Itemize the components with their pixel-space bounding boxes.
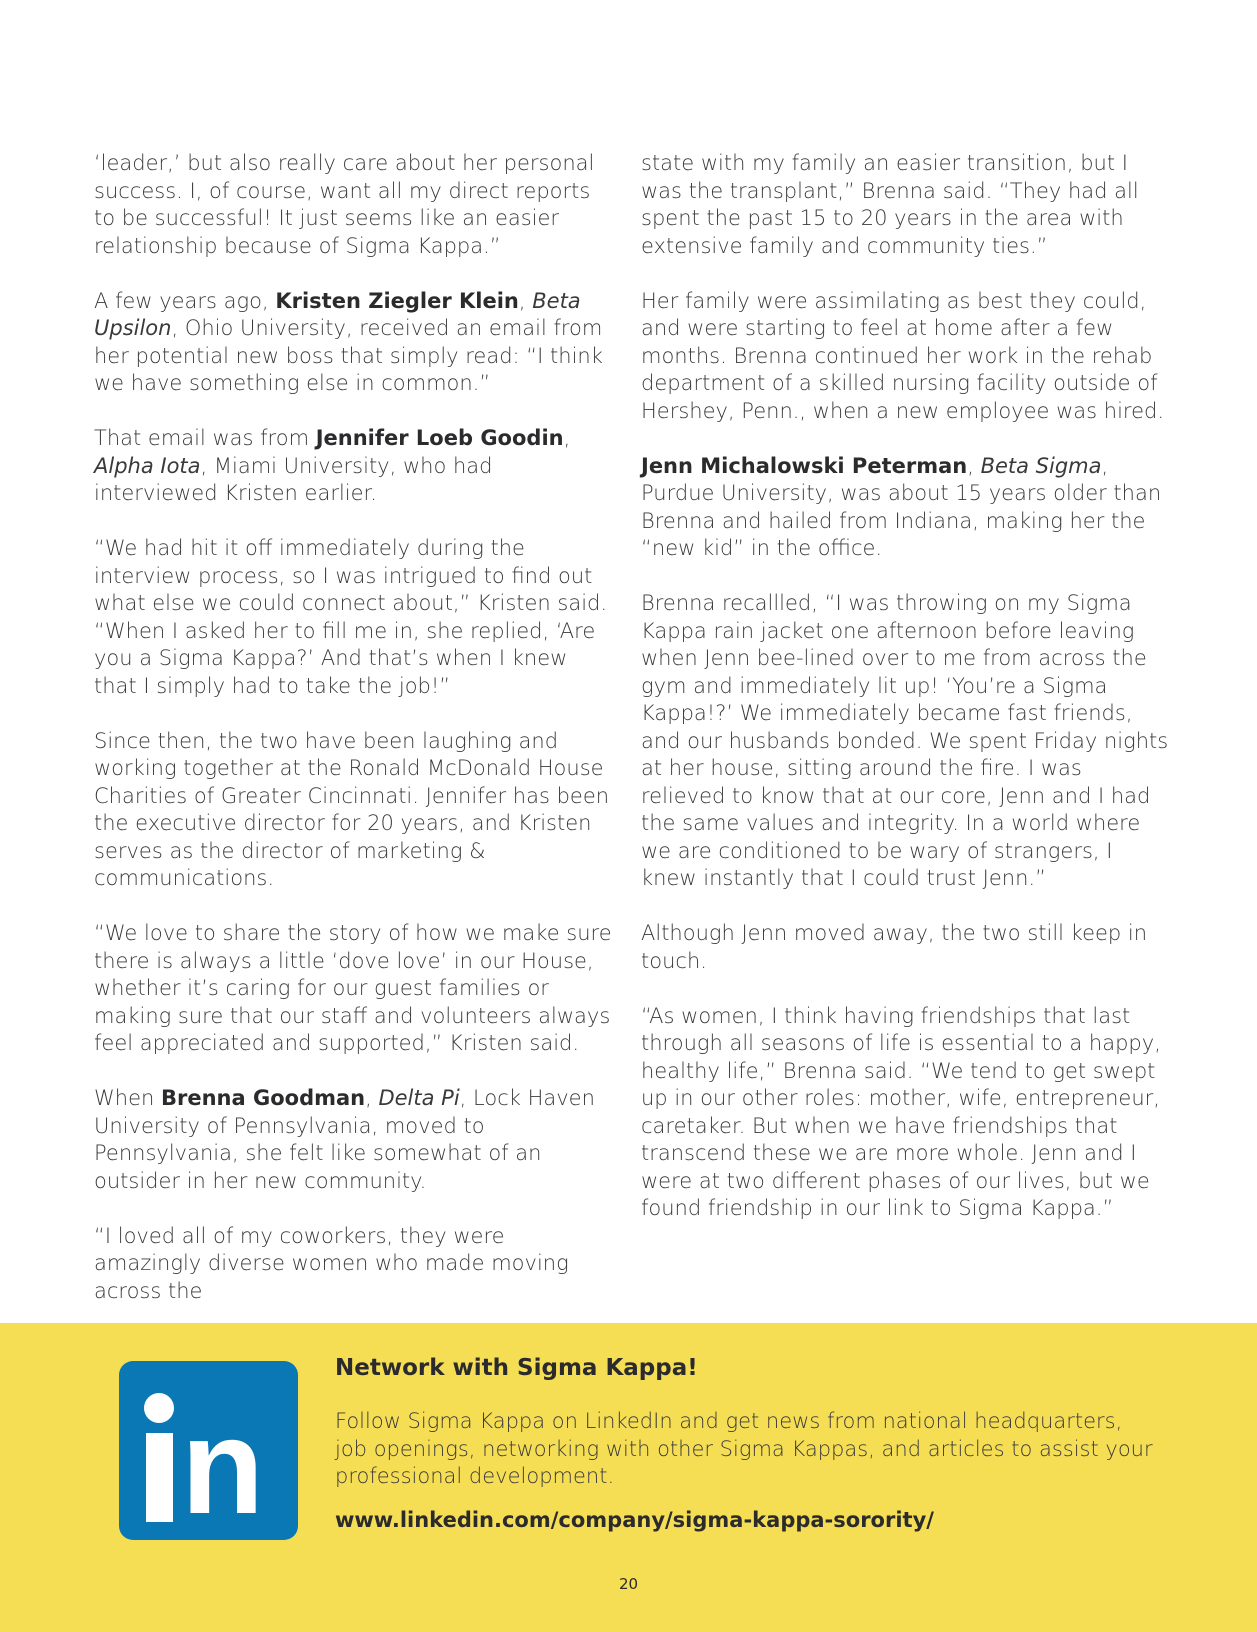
chapter-name: Beta Upsilon xyxy=(94,288,581,340)
paragraph: state with my family an easier transition, but I was the transplant,” Brenna said. “They had all spent the past 15 to 20 years in the area with extensive family and community ties.” xyxy=(641,151,1139,258)
page-number: 20 xyxy=(618,1575,639,1593)
text-run: , Lock Haven University of Pennsylvania, moved to Pennsylvania, she felt like somewhat of an outsider in her new community. xyxy=(94,1086,595,1193)
paragraph: ‘leader,’ but also really care about her personal success. I, of course, want all my direct reports to be successful! It just seems like an easier relationship because of Sigma Kappa.” xyxy=(94,151,595,258)
paragraph xyxy=(94,288,614,398)
person-name: Jenn Michalowski Peterman xyxy=(641,453,968,478)
chapter-name: Alpha Iota xyxy=(94,453,201,478)
text-run: , xyxy=(518,288,533,313)
linkedin-logo-icon[interactable] xyxy=(119,1361,298,1540)
logo-letters: n xyxy=(181,1390,261,1542)
paragraph xyxy=(94,1085,614,1195)
text-run: That email was from xyxy=(94,426,316,450)
person-name: Brenna Goodman xyxy=(160,1086,366,1110)
paragraph: Her family were assimilating as best they could, and were starting to feel at home after a few months. Brenna continued her work in the rehab department of a skilled nursing facility outside of Hershey, Penn., when a new employee was hired. xyxy=(641,288,1165,423)
paragraph xyxy=(94,425,614,508)
paragraph: Although Jenn moved away, the two still keep in touch. xyxy=(641,921,1148,973)
text-run: , xyxy=(563,426,571,450)
text-run: , xyxy=(967,453,981,478)
paragraph: Brenna recallled, “I was throwing on my Sigma Kappa rain jacket one afternoon before leaving when Jenn bee-lined over to me from across the gym and immediately lit up! ‘You’re a Sigma Kappa!?’ We immediately became fast friends, and our husbands bonded. We spent Friday nights at her house, sitting around the fire. I was relieved to know that at our core, Jenn and I had the same values and integrity. In a world where we are conditioned to be wary of strangers, I knew instantly that I could trust Jenn.” xyxy=(641,591,1169,890)
text-run: When xyxy=(94,1086,161,1110)
text-run: , Ohio University, received an email from her potential new boss that simply read: “I think we have something else in common.” xyxy=(94,316,603,395)
chapter-name: Beta Sigma xyxy=(980,453,1102,478)
paragraph: Since then, the two have been laughing and working together at the Ronald McDonald House Charities of Greater Cincinnati. Jennifer has been the executive director for 20 years, and Kristen serves as the director of marketing & communications. xyxy=(94,728,610,890)
banner-title: Network with Sigma Kappa! xyxy=(335,1355,698,1381)
person-name: Kristen Ziegler Klein xyxy=(275,288,519,313)
paragraph: “As women, I think having friendships that last through all seasons of life is essential to a happy, healthy life,” Brenna said. “We tend to get swept up in our other roles: mother, wife, entrepreneur, caretaker. But when we have friendships that transcend these we are more whole. Jenn and I were at two different phases of our lives, but we found friendship in our link to Sigma Kappa.” xyxy=(641,1003,1161,1220)
text-run: , Miami University, who had interviewed Kristen earlier. xyxy=(94,453,493,505)
text-run: , Purdue University, was about 15 years older than Brenna and hailed from Indiana, making her the “new kid” in the office. xyxy=(641,453,1162,560)
paragraph: “We love to share the story of how we make sure there is always a little ‘dove love’ in our House, whether it’s caring for our guest families or making sure that our staff and volunteers always feel appreciated and supported,” Kristen said. xyxy=(94,921,612,1055)
paragraph xyxy=(641,453,1171,563)
article-column-right xyxy=(641,150,1171,1250)
paragraph: “I loved all of my coworkers, they were amazingly diverse women who made moving across the xyxy=(94,1223,569,1303)
paragraph: “We had hit it off immediately during the interview process, so I was intrigued to find out what else we could connect about,” Kristen said. “When I asked her to fill me in, she replied, ‘Are you a Sigma Kappa?’ And that’s when I knew that I simply had to take the job!” xyxy=(94,536,608,698)
logo-dot xyxy=(144,1393,174,1423)
logo-bar xyxy=(146,1433,173,1522)
person-name: Jennifer Loeb Goodin xyxy=(315,426,564,450)
text-run: , xyxy=(365,1086,379,1110)
article-column-left xyxy=(94,150,614,1333)
chapter-name: Delta Pi xyxy=(378,1086,460,1110)
banner-body: Follow Sigma Kappa on LinkedIn and get news from national headquarters, job openings, networking with other Sigma Kappas, and articles to assist your professional development. xyxy=(335,1409,1153,1488)
linkedin-banner xyxy=(0,1323,1257,1632)
text-run: A few years ago, xyxy=(94,288,276,313)
linkedin-link[interactable]: www.linkedin.com/company/sigma-kappa-sorority/ xyxy=(335,1508,934,1532)
